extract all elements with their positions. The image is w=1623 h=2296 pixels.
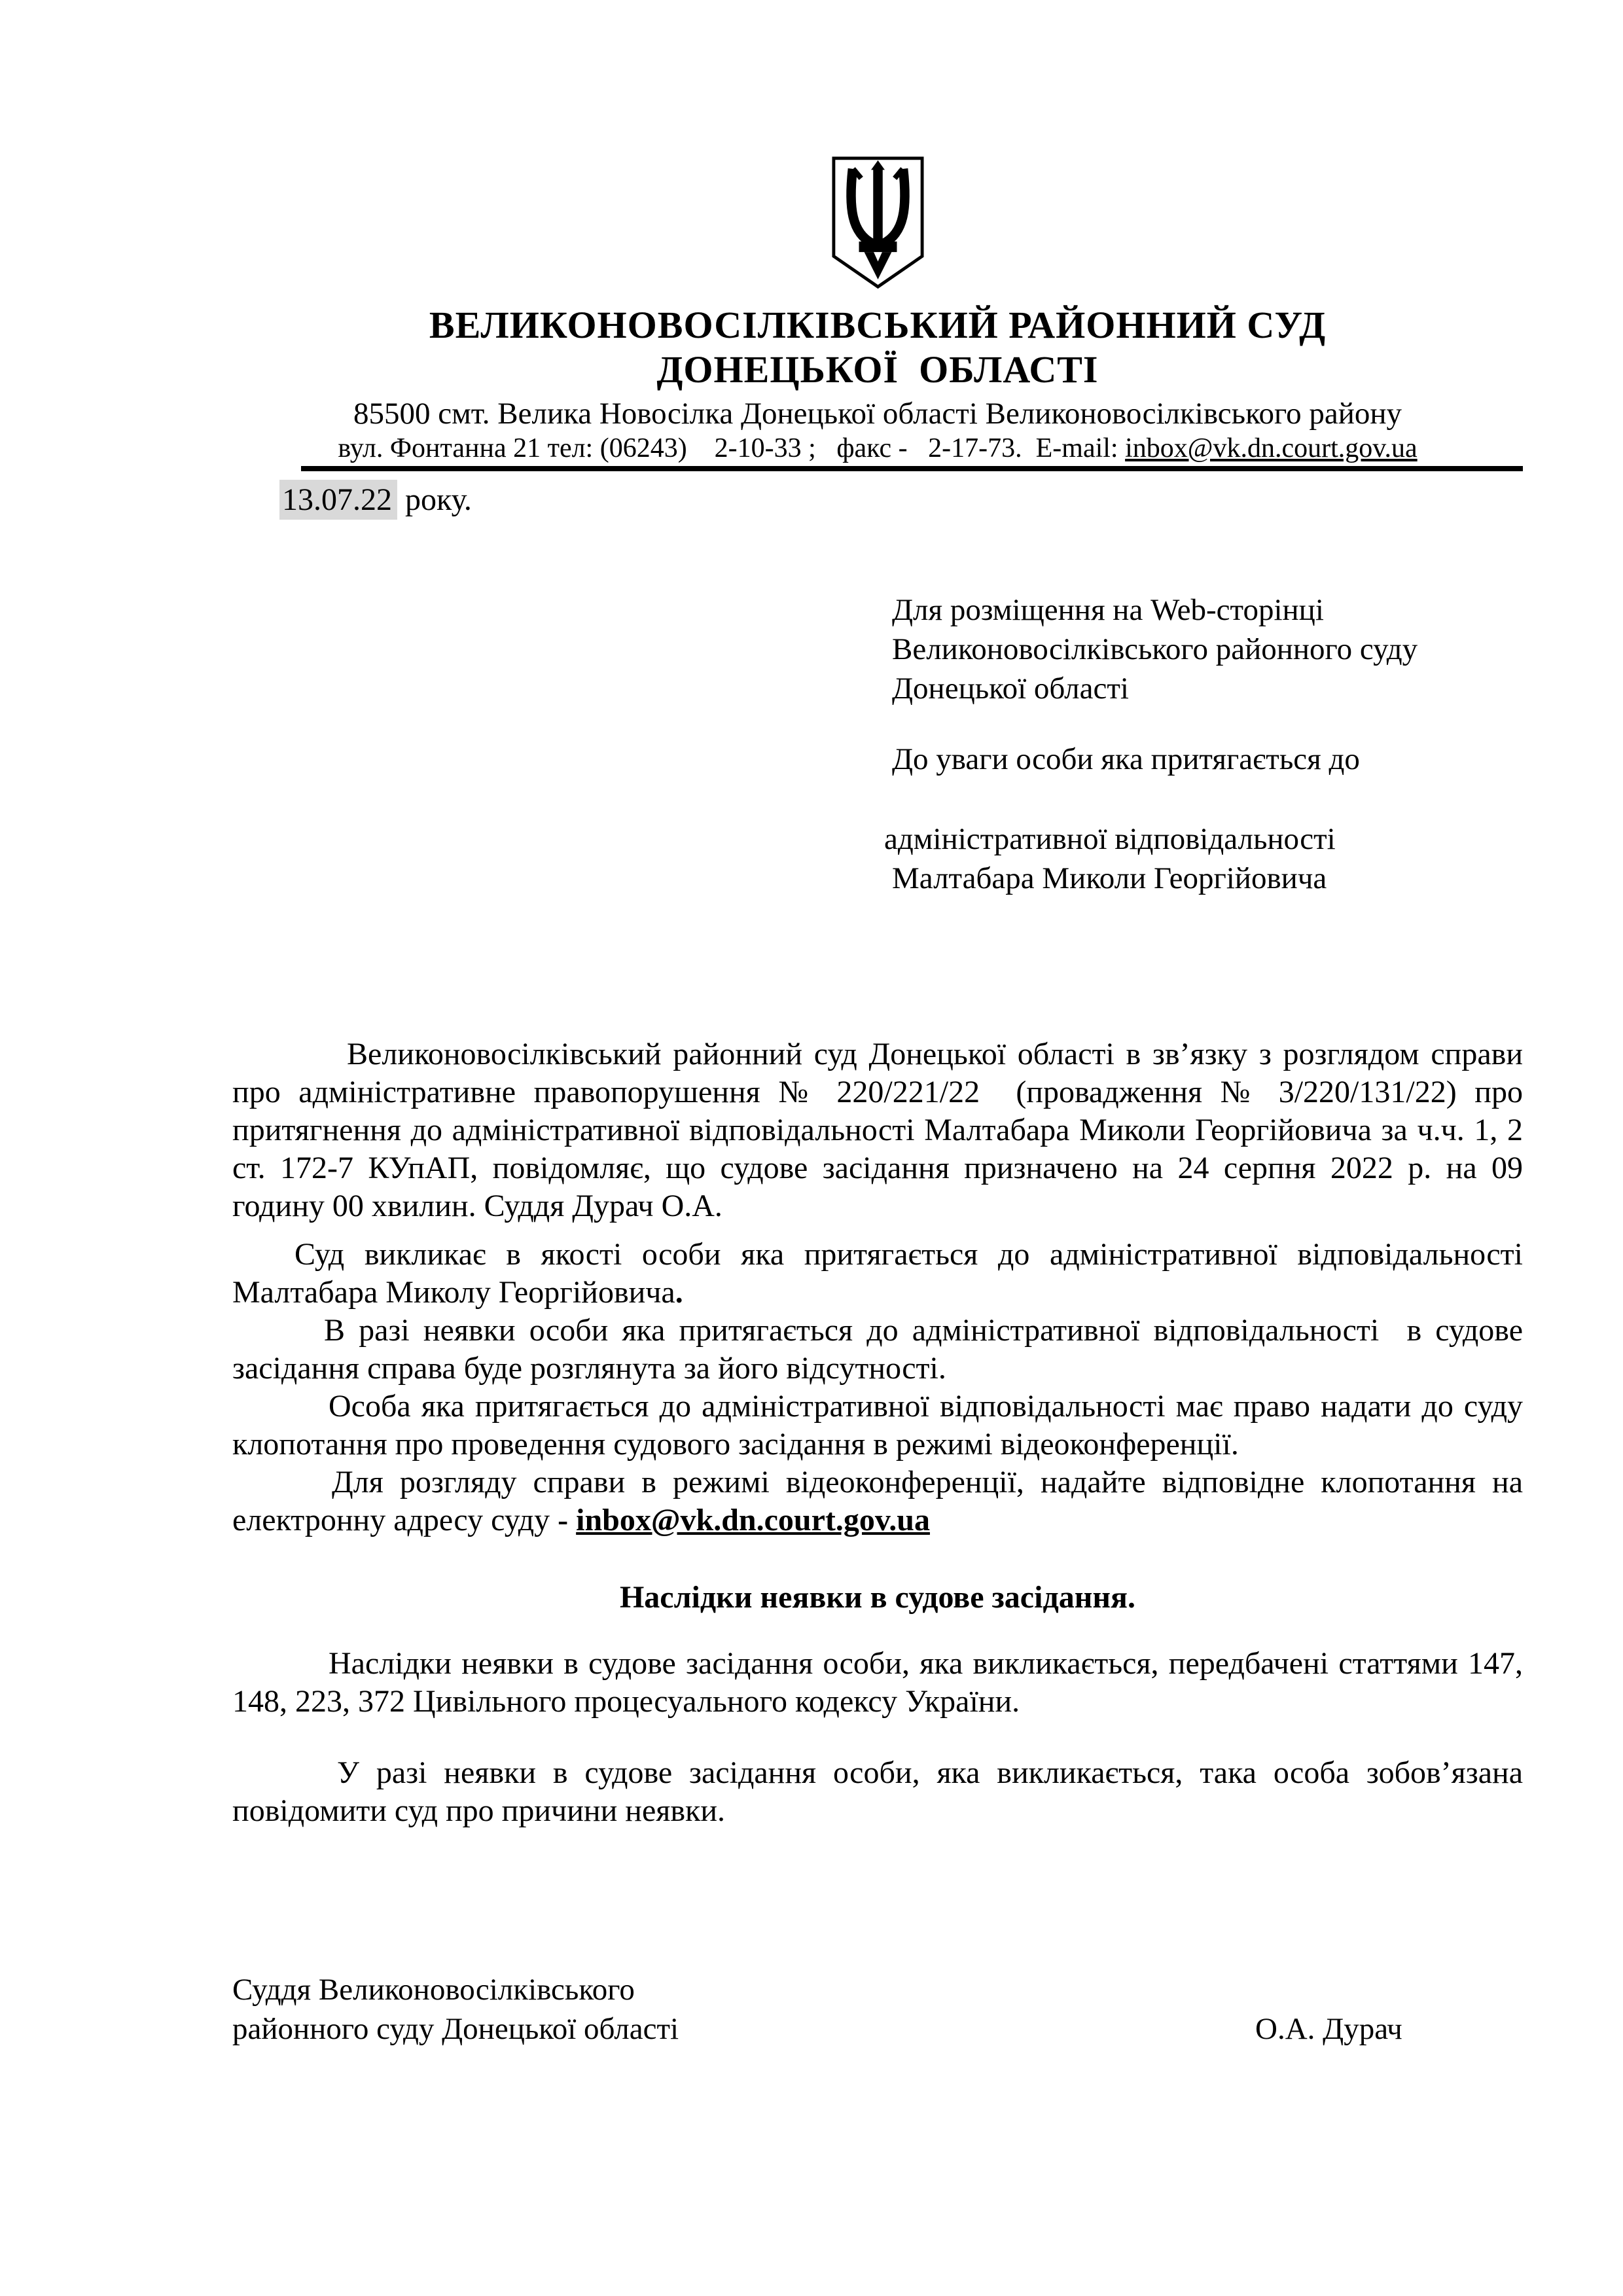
document-date-line (279, 480, 1523, 520)
trident-shield-icon (830, 155, 925, 290)
court-title-line2: ДОНЕЦЬКОЇ ОБЛАСТІ (656, 348, 1099, 391)
request-text: Для розгляду справи в режимі відеоконференції, надайте відповідне клопотання на електронну адресу суду (232, 1465, 1523, 1537)
ukraine-trident-emblem (830, 155, 925, 290)
judge-name: О.А. Дурач (1255, 2012, 1402, 2046)
signature-judge-line1: Суддя Великоновосілківського (232, 1973, 635, 2007)
signature-judge-line2 (232, 2009, 1523, 2049)
paragraph-videoconference-right: Особа яка притягається до адміністративної відповідальності має право надати до суду клопотання про проведення судового засідання в режимі відеоконференції. (232, 1389, 1523, 1462)
court-contacts (232, 432, 1523, 465)
recipient-line: Для розміщення на Web-сторінці (892, 593, 1324, 627)
court-email-link[interactable]: inbox@vk.dn.court.gov.ua (1125, 433, 1418, 463)
paragraph-notify-court: У разі неявки в судове засідання особи, яка викликається, така особа зобов’язана повідомити суд про причини неявки. (232, 1755, 1523, 1828)
paragraph-absence-consequence: В разі неявки особи яка притягається до адміністративної відповідальності в судове засідання справа буде розглянута за його відсутності. (232, 1313, 1523, 1386)
court-address: 85500 смт. Велика Новосілка Донецької області Великоновосілківського району (353, 397, 1402, 431)
letterhead (232, 155, 1523, 471)
spacer (892, 779, 1523, 819)
section-heading-nonappearance: Наслідки неявки в судове засідання. (619, 1580, 1136, 1615)
paragraph-summons-text: Суд викликає в якості особи яка притягається до адміністративної відповідальності Малтабара Миколу Георгійовича (232, 1237, 1523, 1310)
court-contacts-text: вул. Фонтанна 21 тел: (06243) 2-10-33 ; факс - 2-17-73. E-mail: (338, 433, 1126, 463)
paragraph-summons (232, 1236, 1523, 1312)
dash: - (558, 1503, 577, 1537)
attention-person-name: Малтабара Миколи Георгійовича (892, 861, 1327, 895)
recipient-line: Великоновосілківського районного суду (892, 632, 1418, 666)
attention-line: адміністративної відповідальності (884, 822, 1336, 856)
attention-line: До уваги особи яка притягається до (892, 742, 1360, 776)
recipient-line: Донецької області (892, 672, 1129, 706)
header-divider (301, 466, 1523, 471)
paragraph-case-info: Великоновосілківський районний суд Донецької області в зв’язку з розглядом справи про адміністративне правопорушення № 220/221/22 (провадження № 3/220/131/22) про притягнення до адміністративної відповідальності Малтабара Миколи Георгійовича за ч.ч. 1, 2 ст. 172-7 КУпАП, повідомляє, що судове засідання призначено на 24 серпня 2022 р. на 09 годину 00 хвилин. Суддя Дурач О.А. (232, 1037, 1523, 1223)
recipient-block (884, 590, 1523, 898)
bold-period: . (675, 1275, 683, 1310)
signature-court-name: районного суду Донецької області (232, 2012, 679, 2046)
court-title-line1: ВЕЛИКОНОВОСІЛКІВСЬКИЙ РАЙОННИЙ СУД (429, 304, 1327, 346)
spacer (892, 708, 1523, 740)
date-suffix: року. (397, 482, 472, 517)
paragraph-videoconference-request (232, 1463, 1523, 1539)
court-email-bold-link[interactable]: inbox@vk.dn.court.gov.ua (576, 1503, 930, 1537)
paragraph-legal-articles: Наслідки неявки в судове засідання особи, яка викликається, передбачені статтями 147, 148, 223, 372 Цивільного процесуального кодексу України. (232, 1646, 1523, 1719)
date-value: 13.07.22 (279, 480, 397, 520)
signature-block (232, 1970, 1523, 2049)
